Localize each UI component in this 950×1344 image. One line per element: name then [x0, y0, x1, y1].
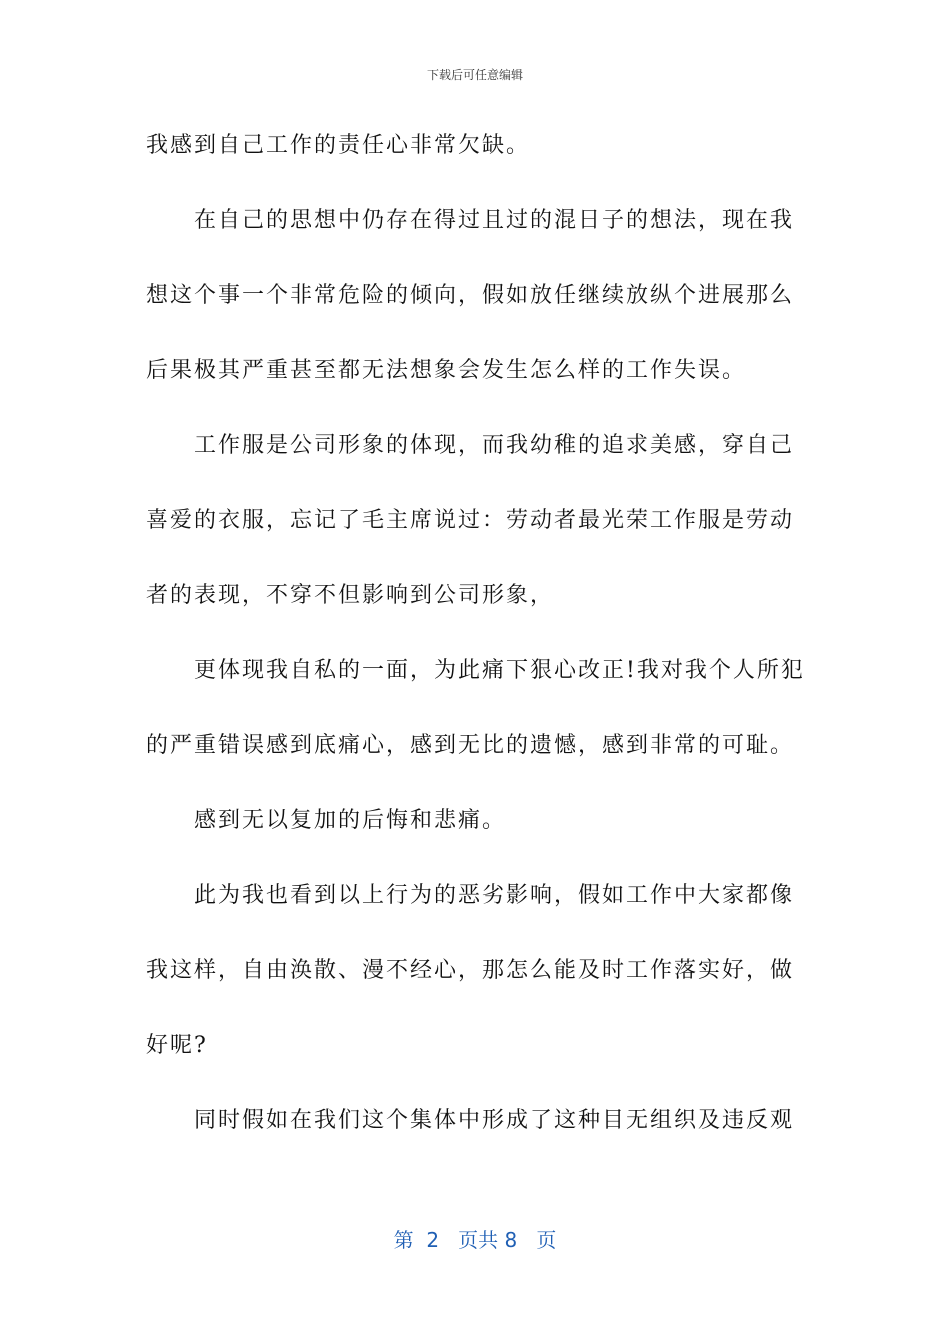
paragraph-line: 的严重错误感到底痛心，感到无比的遗憾，感到非常的可耻。: [146, 733, 795, 758]
paragraph-line: 后果极其严重甚至都无法想象会发生怎么样的工作失误。: [146, 358, 747, 383]
paragraph-line: 我这样，自由涣散、漫不经心，那怎么能及时工作落实好，做: [146, 958, 795, 983]
paragraph-line: 者的表现，不穿不但影响到公司形象，: [146, 583, 555, 608]
page-number-footer: 第 2 页共 8 页: [393, 1228, 557, 1252]
paragraph-line: 想这个事一个非常危险的倾向，假如放任继续放纵个进展那么: [146, 283, 795, 308]
paragraph-line: 我感到自己工作的责任心非常欠缺。: [146, 133, 531, 158]
paragraph-line: 同时假如在我们这个集体中形成了这种目无组织及违反观: [194, 1108, 795, 1133]
paragraph-line: 好呢?: [146, 1033, 208, 1058]
paragraph-line: 喜爱的衣服，忘记了毛主席说过：劳动者最光荣工作服是劳动: [146, 508, 795, 533]
page-header: 下载后可任意编辑: [426, 68, 523, 82]
document-body: [146, 120, 816, 1170]
paragraph-line: 工作服是公司形象的体现，而我幼稚的追求美感，穿自己: [194, 433, 795, 458]
paragraph-line: 在自己的思想中仍存在得过且过的混日子的想法，现在我: [194, 208, 795, 233]
paragraph-line: 此为我也看到以上行为的恶劣影响，假如工作中大家都像: [194, 883, 795, 908]
paragraph-line: 感到无以复加的后悔和悲痛。: [194, 808, 507, 833]
paragraph-line: 更体现我自私的一面，为此痛下狠心改正!我对我个人所犯: [194, 658, 805, 683]
